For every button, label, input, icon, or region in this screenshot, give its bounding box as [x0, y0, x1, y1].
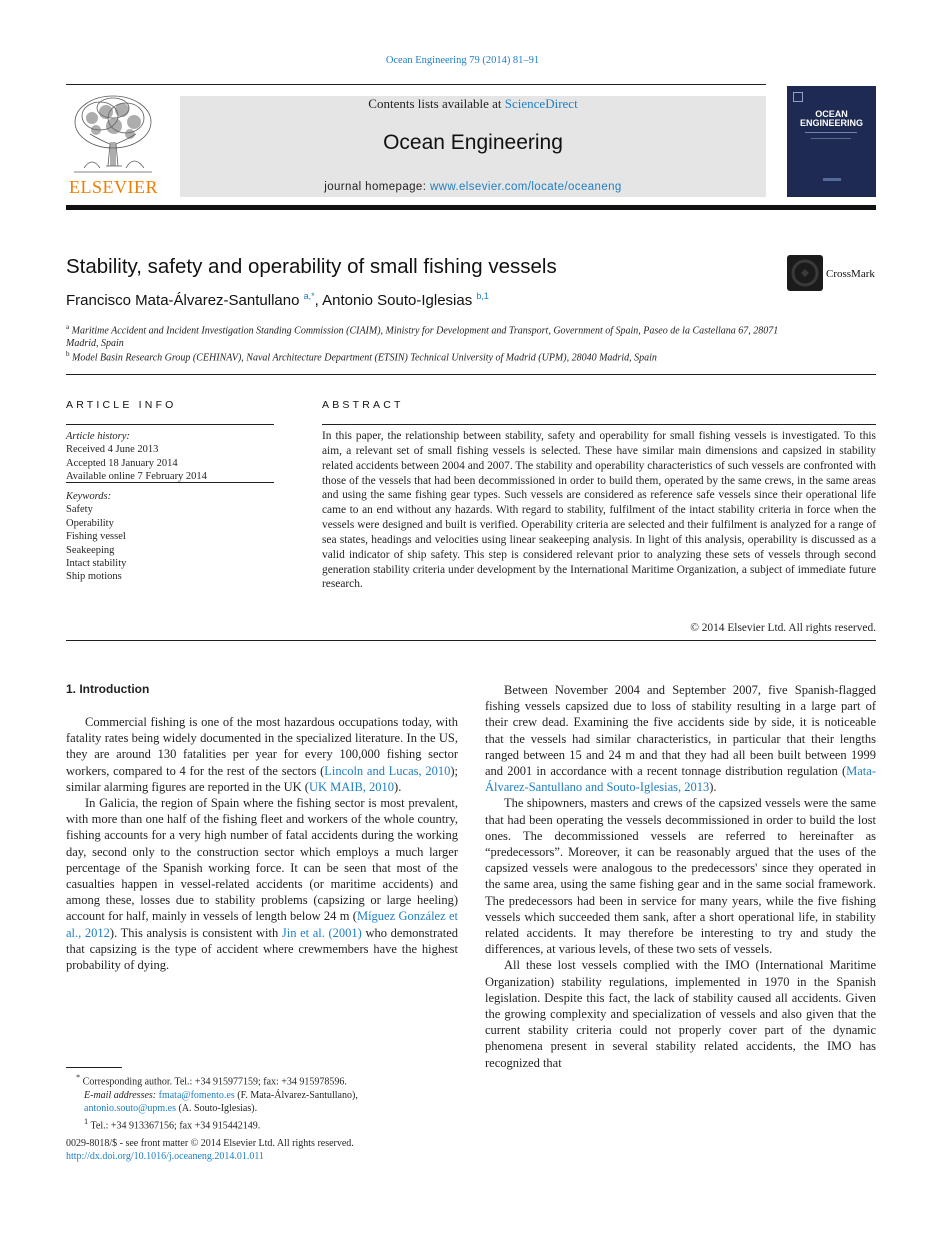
- footnote-text: Corresponding author. Tel.: +34 915977159; fax: +34 915978596.: [80, 1076, 347, 1088]
- reference-link[interactable]: UK MAIB, 2010: [308, 779, 395, 794]
- received-date: Received 4 June 2013: [66, 444, 159, 456]
- author-list: [66, 291, 489, 309]
- cover-logo-icon: [793, 92, 803, 102]
- paragraph: The shipowners, masters and crews of the capsized vessels were the same that had been operating the vessels decommissioned in order to build the lost ones. The decommissioned vessels are referred to hereinafter as “predecessors”. Moreover, it can be reasonably argued that the uses of the capsized vessels were analogous to the predecessors' since they operated in the same area, using the same fishing gear and in the same social framework. The predecessors had been in service for many years, while the five fishing vessels which succeeded them sank, after a short operational life, in stability related accidents. It may therefore be interesting to try and study the differences, at various levels, of these two sets of vessels.: [485, 796, 876, 957]
- keyword: Seakeeping: [66, 544, 115, 556]
- elsevier-wordmark: ELSEVIER: [69, 177, 158, 197]
- abstract-rule: [322, 424, 876, 425]
- article-info-heading: ARTICLE INFO: [66, 399, 177, 411]
- journal-cover-image[interactable]: [787, 86, 876, 197]
- footnote-mark: *: [76, 1073, 81, 1082]
- paragraph: [66, 795, 458, 973]
- paragraph: All these lost vessels complied with the IMO (International Maritime Organization) stability regulations, implemented in 1970 in the Spanish legislation. Despite this fact, the lack of stability caused all accidents. Given the growing complexity and specialization of vessels and also given that the current stability criteria could not properly cover part of the dynamic phenomena present in several stability related accidents, the IMO has recognized that: [485, 958, 876, 1070]
- paragraph-text: who demonstrated that capsizing is the type of accident where crewmembers have the highest probability of dying.: [66, 925, 458, 973]
- reference-link[interactable]: Lincoln and Lucas, 2010: [324, 763, 451, 778]
- email-link[interactable]: fmata@fomento.es: [158, 1089, 235, 1101]
- cover-mark: [823, 178, 841, 181]
- author-affiliation-mark[interactable]: a,*: [303, 291, 315, 301]
- paragraph-text: ); similar alarming figures are reported in the UK (: [66, 763, 458, 794]
- homepage-line: [180, 181, 766, 193]
- keyword: Fishing vessel: [66, 531, 126, 543]
- issn-line: 0029-8018/$ - see front matter © 2014 Elsevier Ltd. All rights reserved.: [66, 1138, 354, 1149]
- history-rule: [66, 482, 274, 483]
- email-owner: (A. Souto-Iglesias).: [175, 1102, 258, 1114]
- keyword: Safety: [66, 504, 93, 516]
- footnote-1: [66, 1115, 458, 1133]
- article-info-rule: [66, 424, 274, 425]
- paragraph-text: ). This analysis is consistent with: [109, 925, 282, 940]
- paragraph-text: In Galicia, the region of Spain where the fishing sector is most prevalent, with more than one half of the fishing fleet and workers of the whole country, fishing accounts for a very high number of fatal accidents during the working day, second only to the construction sector which employs a much larger percentage of the Spanish working force. It can be seen that most of the casualties happen in vessel-related accidents (or maritime accidents) and among these, losses due to stability problems (capsizing or large heeling) account for half, mainly in vessels of length below 24 m (: [66, 796, 458, 924]
- online-date: Available online 7 February 2014: [66, 470, 207, 482]
- cover-divider: [811, 138, 851, 139]
- affiliation: [66, 321, 786, 350]
- footnote-corresponding: [66, 1071, 458, 1089]
- affiliation-mark: b: [66, 350, 70, 358]
- reference-link[interactable]: Mata-Álvarez-Santullano and Souto-Iglesias, 2013: [485, 764, 876, 795]
- paragraph-text: ).: [709, 780, 717, 795]
- front-matter: [66, 1137, 486, 1163]
- article-history: [66, 430, 274, 483]
- footnotes: [66, 1071, 458, 1132]
- author-name[interactable]: Francisco Mata-Álvarez-Santullano: [66, 292, 300, 309]
- masthead-bottom-rule: [66, 205, 876, 210]
- cover-title: OCEAN ENGINEERING: [799, 109, 863, 128]
- paragraph-text: ).: [394, 779, 402, 794]
- abstract-text: In this paper, the relationship between stability, safety and operability for small fishing vessels is investigated. To this aim, a relevant set of small fishing vessels is selected. These have similar main dimensions and capsized in stability related accidents between 2004 and 2007. The stability and operability characteristics of such vessels are confronted with those of the vessels that had been decommissioned in order to build them, operated by the same crews, in the same areas and using the same fishing gear types. Such vessels are considered as reference safe vessels since their operational life came to an end without any hazards. With regard to stability, fulfilment of the intact stability criteria in force when the vessels were designed and built is verified. Operability criteria are selected and their fulfilment is analyzed for a range of sea states, headings and velocities using linear seakeeping analysis. In light of this analysis, operability is discussed as a valid indicator of ship safety. This step is considered relevant prior to analyzing these sets of vessels through second generation stability criteria under development by the International Maritime Organization, a subject of immediate future research.: [322, 430, 876, 591]
- copyright-notice: © 2014 Elsevier Ltd. All rights reserved.: [690, 622, 876, 634]
- section-heading: 1. Introduction: [66, 682, 150, 696]
- affiliation: [66, 348, 786, 364]
- journal-name: Ocean Engineering: [383, 131, 563, 154]
- footnote-rule: [66, 1067, 122, 1068]
- footnote-mark: 1: [84, 1116, 89, 1126]
- email-owner: (F. Mata-Álvarez-Santullano),: [234, 1089, 358, 1101]
- contents-prefix: Contents lists available at: [368, 96, 505, 111]
- author-affiliation-mark[interactable]: b,1: [476, 291, 489, 301]
- email-label: E-mail addresses:: [84, 1089, 159, 1101]
- elsevier-logo[interactable]: [66, 94, 161, 197]
- footnote-text: Tel.: +34 913367156; fax +34 915442149.: [88, 1120, 261, 1132]
- contents-line: [180, 96, 766, 112]
- abstract-bottom-rule: [66, 640, 876, 641]
- masthead-top-rule: [66, 84, 766, 85]
- affiliation-mark: a: [66, 323, 70, 331]
- reference-link[interactable]: Míguez González et al., 2012: [66, 909, 458, 940]
- article-title: Stability, safety and operability of small fishing vessels: [66, 255, 557, 278]
- author-separator: ,: [314, 292, 323, 309]
- keyword: Ship motions: [66, 571, 122, 583]
- footnote-emails: [66, 1089, 458, 1115]
- crossmark-icon: [787, 255, 823, 291]
- header-rule: [66, 374, 876, 375]
- email-link[interactable]: antonio.souto@upm.es: [84, 1102, 176, 1114]
- crossmark-badge[interactable]: [787, 255, 877, 291]
- paragraph: [66, 714, 458, 795]
- journal-banner: [180, 96, 766, 197]
- cover-divider: [805, 132, 857, 133]
- accepted-date: Accepted 18 January 2014: [66, 457, 178, 469]
- body-column-right: [485, 682, 876, 1071]
- affiliation-text: Model Basin Research Group (CEHINAV), Naval Architecture Department (ETSIN) Technical University of Madrid (UPM), 28040 Madrid, Spain: [72, 352, 657, 364]
- journal-citation[interactable]: Ocean Engineering 79 (2014) 81–91: [385, 55, 540, 66]
- abstract-heading: ABSTRACT: [322, 399, 404, 411]
- history-label: Article history:: [66, 431, 130, 442]
- body-column-left: [66, 714, 458, 973]
- keyword: Intact stability: [66, 558, 127, 570]
- keywords-label: Keywords:: [66, 491, 112, 502]
- doi-link[interactable]: http://dx.doi.org/10.1016/j.oceaneng.2014.01.011: [66, 1151, 265, 1163]
- author-name[interactable]: Antonio Souto-Iglesias: [322, 292, 473, 309]
- crossmark-label: CrossMark: [826, 268, 875, 280]
- reference-link[interactable]: Jin et al. (2001): [281, 925, 362, 940]
- paragraph-text: Between November 2004 and September 2007, five Spanish-flagged fishing vessels capsized due to loss of stability resulting in a large part of their crew dead. Examining the five accidents side by side, it is noticeable that the vessels had similar characteristics, in particular that their lengths ranged between 15 and 24 m and that they had all been built between 1999 and 2001 in accordance with a recent tonnage distribution regulation (: [485, 683, 876, 779]
- affiliation-text: Maritime Accident and Incident Investigation Standing Commission (CIAIM), Ministry for Development and Transport, Government of Spain, Paseo de la Castellana 67, 28071 Madrid, Spain: [66, 325, 779, 350]
- paragraph-text: Commercial fishing is one of the most hazardous occupations today, with fatality rates being widely documented in the specialized literature. In the US, they are around 130 fatalities per year for every 100,000 fishing sector workers, compared to 4 for the rest of the sectors (: [66, 715, 458, 778]
- elsevier-tree-icon: [70, 94, 156, 174]
- homepage-prefix: journal homepage:: [324, 181, 430, 193]
- paragraph: [485, 682, 876, 795]
- keyword: Operability: [66, 517, 114, 529]
- homepage-link[interactable]: www.elsevier.com/locate/oceaneng: [429, 181, 622, 193]
- keywords-block: [66, 490, 274, 584]
- sciencedirect-link[interactable]: ScienceDirect: [504, 96, 578, 111]
